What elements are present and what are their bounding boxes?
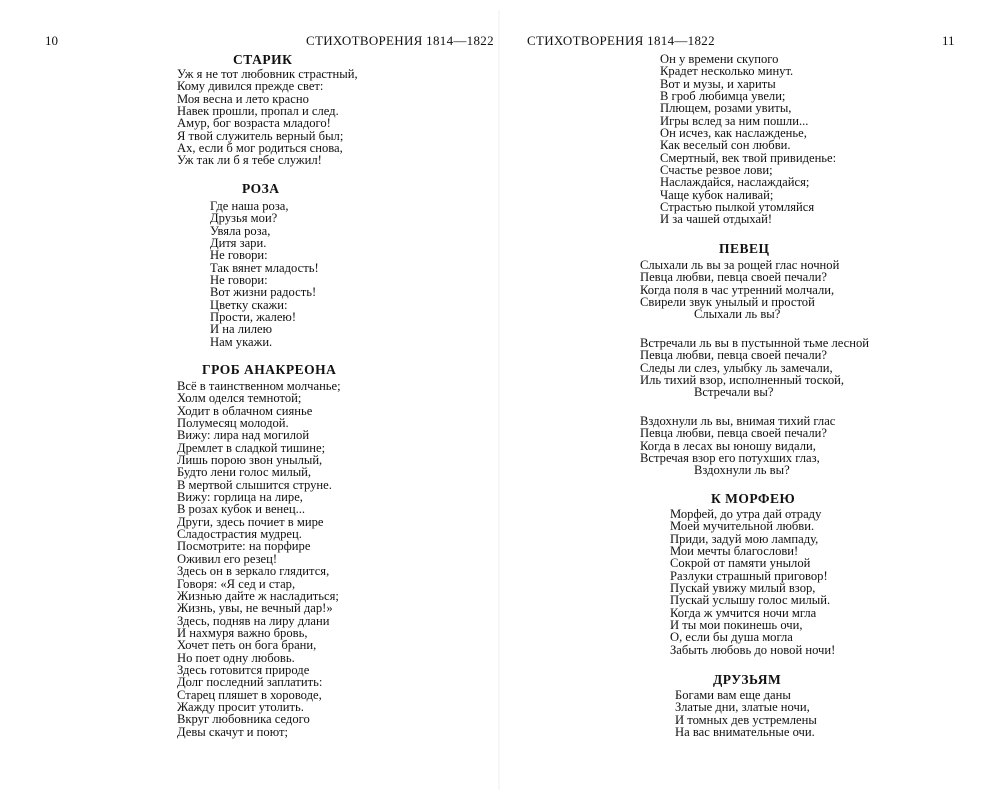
verse-line: Говоря: «Я сед и стар, (177, 576, 296, 591)
verse-line: На вас внимательные очи. (675, 725, 815, 740)
verse-line: Не говори: (210, 248, 268, 263)
verse-line: Сладострастия мудрец. (177, 527, 302, 542)
poem-druzyam-text (675, 689, 817, 738)
verse-line: Певца любви, певца своей печали? (640, 348, 827, 363)
verse-line: И томных дев устремлены (675, 712, 817, 727)
verse-line: Ходит в облачном сиянье (177, 403, 313, 418)
verse-line: Забыть любовь до новой ночи! (670, 642, 836, 657)
verse-line: Жизнь, увы, не вечный дар!» (177, 601, 333, 616)
verse-line: Здесь он в зеркало глядится, (177, 564, 330, 579)
poem-pevets-stanza-3 (640, 415, 835, 477)
verse-line: Чаще кубок наливай; (660, 187, 774, 202)
verse-line: И нахмуря важно бровь, (177, 625, 308, 640)
verse-line: Златые дни, златые ночи, (675, 700, 810, 715)
verse-line: Увяла роза, (210, 223, 271, 238)
verse-line: Навек прошли, пропал и след. (177, 104, 339, 119)
poem-title-druzyam: ДРУЗЬЯМ (713, 672, 782, 687)
poem-title-k-morfeyu: К МОРФЕЮ (711, 491, 796, 506)
verse-line: Девы скачут и поют; (177, 724, 288, 739)
verse-line: Когда в лесах вы юношу видали, (640, 438, 816, 453)
running-head: СТИХОТВОРЕНИЯ 1814—1822 (527, 33, 715, 48)
verse-line: Жажду просит утолить. (177, 699, 304, 714)
poem-k-morfeyu-text (670, 508, 835, 656)
verse-line: Полумесяц молодой. (177, 416, 289, 431)
verse-line: Нам укажи. (210, 334, 273, 349)
verse-line: Мои мечты благослови! (670, 544, 799, 559)
verse-line: И на лилею (210, 322, 273, 337)
verse-line: Долг последний заплатить: (177, 675, 323, 690)
verse-line: В розах кубок и венец... (177, 502, 306, 517)
verse-line: Следы ли слез, улыбку ль замечали, (640, 360, 833, 375)
verse-line: Прости, жалею! (210, 310, 297, 325)
verse-line: Не говори: (210, 273, 268, 288)
poem-roza-text (210, 200, 319, 348)
verse-line: Уж так ли б я тебе служил! (177, 153, 322, 168)
verse-line: Приди, задуй мою лампаду, (670, 531, 819, 546)
verse-line: Страстью пылкой утомляйся (660, 200, 815, 215)
verse-line: Слыхали ль вы за рощей глас ночной (640, 258, 840, 272)
verse-line: Дитя зари. (210, 236, 267, 251)
verse-line: Здесь, подняв на лиру длани (177, 613, 330, 628)
poem-title-starik: СТАРИК (233, 52, 293, 67)
verse-line: Богами вам еще даны (675, 688, 791, 702)
verse-line: Встречая взор его потухших глаз, (640, 451, 820, 466)
verse-line: И за чашей отдыхай! (660, 212, 773, 227)
verse-line: Вот жизни радость! (210, 285, 317, 300)
poem-starik-text (177, 68, 358, 167)
poem-title-pevets: ПЕВЕЦ (719, 241, 770, 256)
verse-line: Лишь порою звон унылый, (177, 453, 323, 468)
verse-line: Так вянет младость! (210, 260, 319, 275)
verse-line: Встречали вы? (694, 385, 774, 400)
verse-line: Други, здесь почиет в мире (177, 514, 324, 529)
verse-line: Счастье резвое лови; (660, 163, 773, 178)
verse-line: Крадет несколько минут. (660, 64, 794, 79)
verse-line: Жизнью дайте ж насладиться; (177, 588, 339, 603)
verse-line: Когда ж умчится ночи мгла (670, 605, 817, 620)
verse-line: Холм оделся темнотой; (177, 391, 302, 406)
verse-line: Я твой служитель верный был; (177, 128, 344, 143)
verse-line: Сокрой от памяти унылой (670, 556, 811, 571)
verse-line: Хочет петь он бога брани, (177, 638, 317, 653)
poem-pevets-stanza-1 (640, 259, 839, 321)
verse-line: В мертвой слышится струне. (177, 477, 332, 492)
page-number: 11 (942, 33, 955, 48)
verse-line: Разлуки страшный приговор! (670, 568, 828, 583)
verse-line: Друзья мои? (210, 211, 278, 226)
verse-line: Вздохнули ль вы? (694, 463, 790, 478)
verse-line: Певца любви, певца своей печали? (640, 270, 827, 285)
verse-line: Вижу: горлица на лире, (177, 490, 303, 505)
poem-title-grob-anakreona: ГРОБ АНАКРЕОНА (202, 362, 337, 377)
verse-line: Встречали ль вы в пустынной тьме лесной (640, 336, 870, 350)
verse-line: Старец пляшет в хороводе, (177, 687, 322, 702)
verse-line: Уж я не тот любовник страстный, (177, 67, 358, 81)
verse-line: Когда поля в час утренний молчали, (640, 282, 835, 297)
verse-line: Вкруг любовника седого (177, 712, 310, 727)
verse-line: И ты мои покинешь очи, (670, 618, 803, 633)
verse-line: Но поет одну любовь. (177, 650, 295, 665)
verse-line: Здесь готовится природе (177, 662, 310, 677)
verse-line: Кому дивился прежде свет: (177, 79, 324, 94)
right-page (500, 0, 1000, 792)
verse-line: Вижу: лира над могилой (177, 428, 310, 443)
verse-line: Оживил его резец! (177, 551, 278, 566)
poem-continuation-text (660, 53, 836, 226)
verse-line: Моей мучительной любви. (670, 519, 815, 534)
page-number: 10 (45, 33, 58, 48)
verse-line: Пускай услышу голос милый. (670, 593, 831, 608)
verse-line: Пускай увижу милый взор, (670, 581, 816, 596)
verse-line: Дремлет в сладкой тишине; (177, 440, 326, 455)
verse-line: Где наша роза, (210, 199, 289, 213)
verse-line: Свирели звук унылый и простой (640, 295, 815, 310)
verse-line: Будто лени голос милый, (177, 465, 312, 480)
verse-line: Иль тихий взор, исполненный тоской, (640, 373, 845, 388)
verse-line: Слыхали ль вы? (694, 307, 781, 322)
verse-line: Вздохнули ль вы, внимая тихий глас (640, 414, 836, 428)
verse-line: Цветку скажи: (210, 297, 288, 312)
verse-line: Моя весна и лето красно (177, 91, 309, 106)
verse-line: Ах, если б мог родиться снова, (177, 141, 343, 156)
verse-line: В гроб любимца увели; (660, 89, 786, 104)
verse-line: О, если бы душа могла (670, 630, 793, 645)
poem-grob-anakreona-text (177, 380, 341, 738)
verse-line: Он исчез, как наслажденье, (660, 126, 807, 141)
verse-line: Смертный, век твой привиденье: (660, 150, 837, 165)
verse-line: Наслаждайся, наслаждайся; (660, 175, 810, 190)
verse-line: Посмотрите: на порфире (177, 539, 311, 554)
poem-title-roza: РОЗА (242, 181, 280, 196)
verse-line: Всё в таинственном молчанье; (177, 379, 341, 393)
poem-pevets-stanza-2 (640, 337, 869, 399)
verse-line: Певца любви, певца своей печали? (640, 426, 827, 441)
verse-line: Вот и музы, и хариты (660, 76, 776, 91)
verse-line: Морфей, до утра дай отраду (670, 507, 822, 521)
verse-line: Игры вслед за ним пошли... (660, 113, 809, 128)
verse-line: Плющем, розами увиты, (660, 101, 792, 116)
verse-line: Как веселый сон любви. (660, 138, 791, 153)
verse-line: Амур, бог возраста младого! (177, 116, 331, 131)
running-head: СТИХОТВОРЕНИЯ 1814—1822 (306, 33, 494, 48)
verse-line: Он у времени скупого (660, 52, 779, 66)
